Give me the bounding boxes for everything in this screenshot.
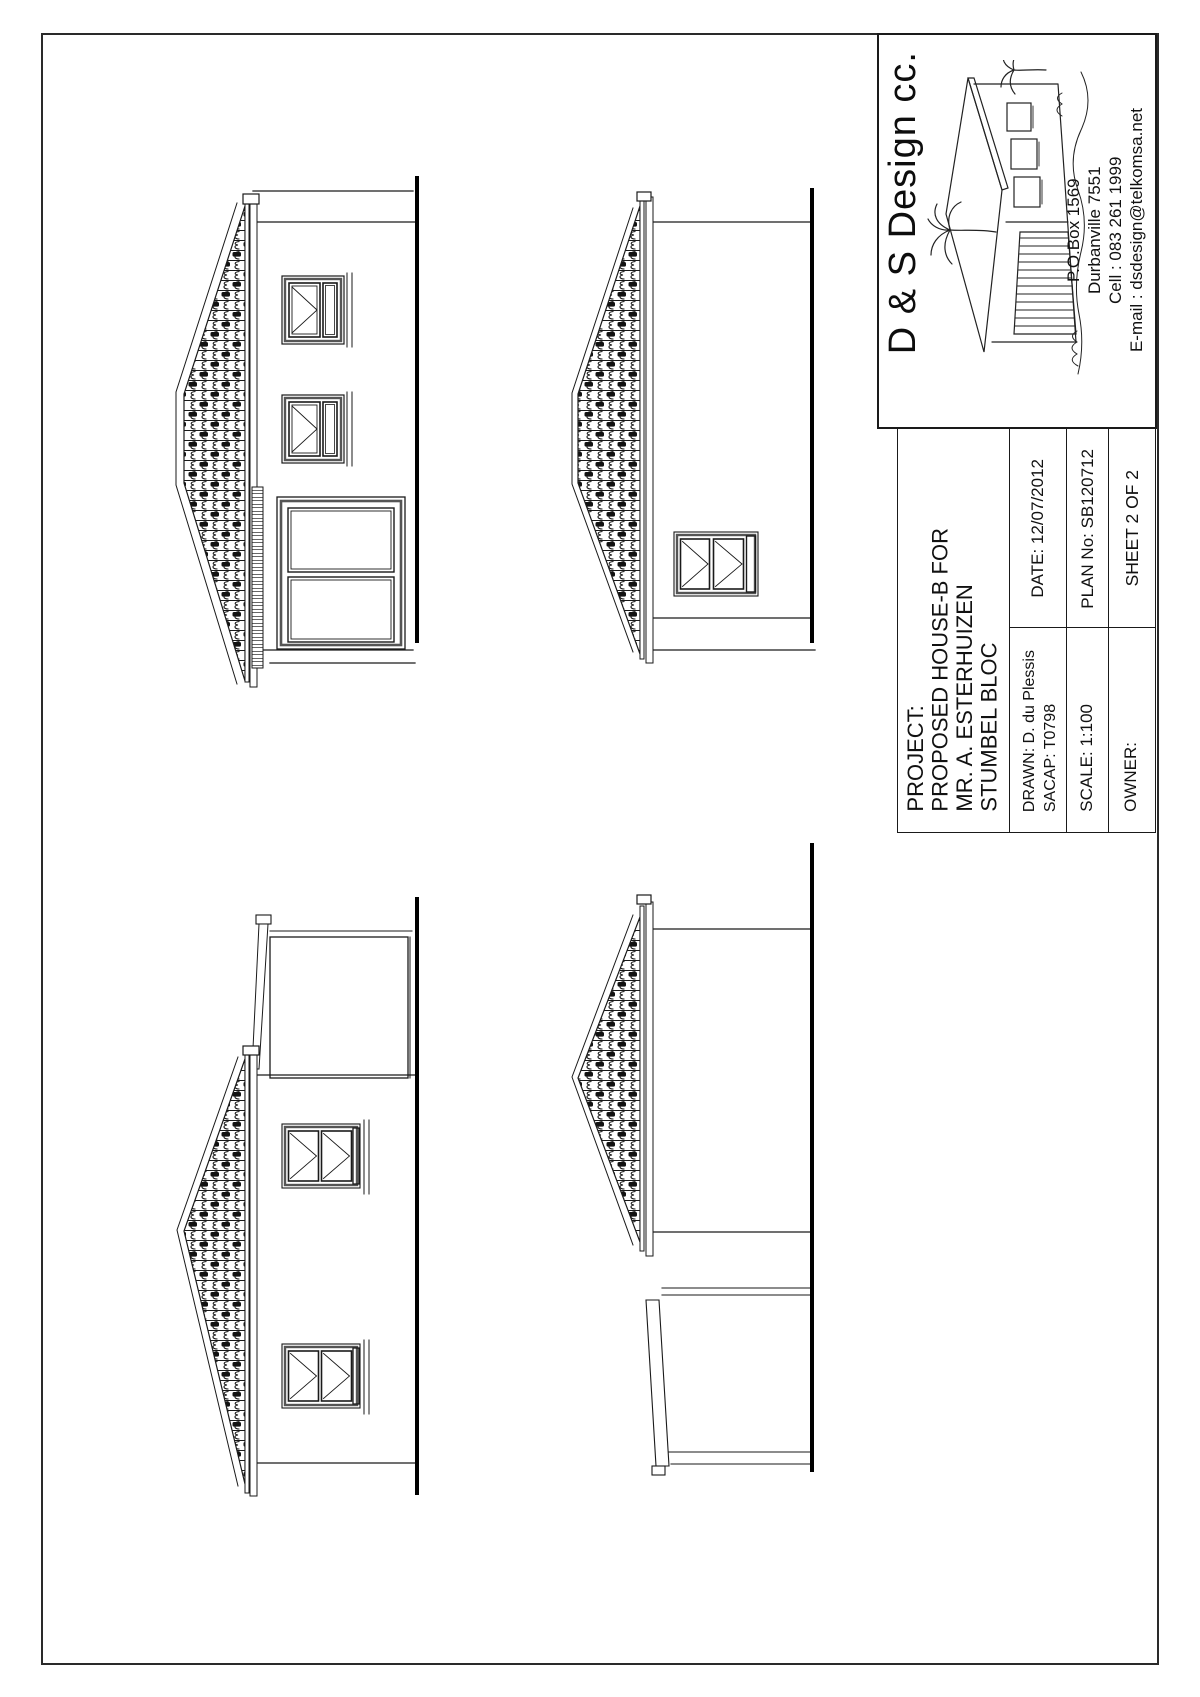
plan-number: PLAN No: SB120712 [1077,448,1097,609]
window [282,273,352,347]
company-cell: Cell : 083 261 1999 [1106,156,1125,304]
plan-number-cell [1066,428,1109,629]
garage-panel [270,937,408,1078]
company-name-text: D & S Design cc. [882,51,925,355]
drawn-by: DRAWN: D. du Plessis [1021,649,1038,812]
veranda-structure [646,1288,812,1475]
date-cell [1009,428,1067,629]
scale-cell [1066,627,1109,833]
project-line-1: PROPOSED HOUSE-B FOR [927,528,953,812]
veranda-post [646,1300,669,1466]
window [282,1120,369,1194]
company-email: E-mail : dsdesign@telkomsa.net [1127,107,1146,353]
large-window [277,497,405,649]
project-label: PROJECT: [903,705,928,812]
elevation-top-left [176,178,417,687]
project-line-3: STUMBEL BLOC [976,642,1002,812]
owner-cell [1108,627,1156,833]
elevation-bottom-right [572,845,812,1475]
project-cell [897,428,1010,833]
elevation-bottom-left [177,899,417,1496]
sheet-number: SHEET 2 OF 2 [1121,470,1142,587]
drainpipe-lattice [252,487,263,668]
sheet-number-cell [1108,428,1156,629]
window [282,1340,369,1414]
company-contact-block [1058,92,1152,368]
date-value: DATE: 12/07/2012 [1028,459,1048,598]
sacap-number: SACAP: T0798 [1042,703,1059,812]
drawn-cell [1009,627,1067,833]
company-pobox: P.O.Box 1569 [1064,178,1083,282]
company-city: Durbanville 7551 [1085,166,1104,294]
window [282,392,352,466]
company-name [880,45,928,361]
window [674,532,758,596]
elevation-top-right [572,190,815,663]
project-line-2: MR. A. ESTERHUIZEN [952,584,977,812]
scale-value: SCALE: 1:100 [1077,704,1096,812]
owner-label: OWNER: [1121,742,1140,812]
